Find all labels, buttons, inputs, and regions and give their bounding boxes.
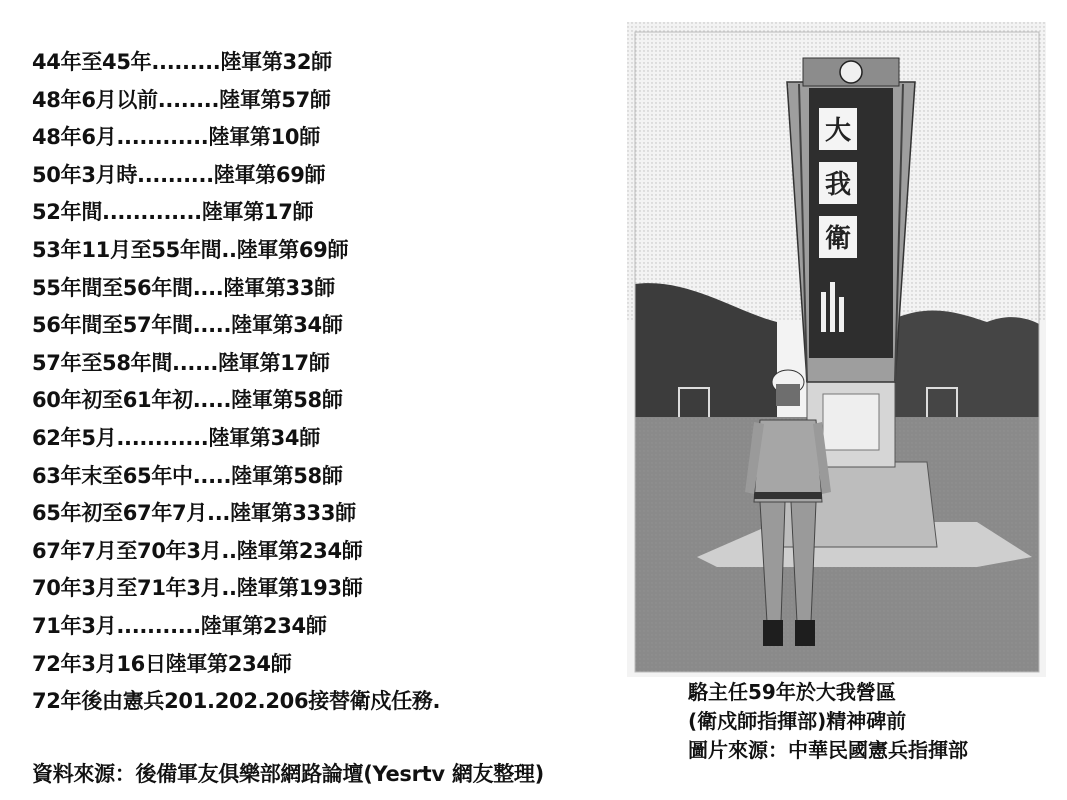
list-item: 60年初至61年初.....陸軍第58師 bbox=[32, 388, 343, 413]
list-item: 70年3月至71年3月..陸軍第193師 bbox=[32, 576, 363, 601]
caption-line: (衛戍師指揮部)精神碑前 bbox=[688, 709, 907, 733]
list-item: 72年後由憲兵201.202.206接替衛戍任務. bbox=[32, 689, 441, 714]
monument-character: 我 bbox=[824, 170, 852, 200]
caption-line: 駱主任59年於大我營區 bbox=[688, 680, 896, 704]
monument-photo bbox=[627, 22, 1046, 677]
list-item: 62年5月............陸軍第34師 bbox=[32, 425, 320, 450]
list-item: 57年至58年間......陸軍第17師 bbox=[32, 350, 330, 375]
emblem-icon bbox=[840, 61, 862, 83]
unit-history-list bbox=[32, 46, 440, 723]
list-item: 71年3月...........陸軍第234師 bbox=[32, 613, 327, 638]
list-item: 67年7月至70年3月..陸軍第234師 bbox=[32, 538, 363, 563]
list-item: 65年初至67年7月...陸軍第333師 bbox=[32, 501, 356, 526]
list-item: 72年3月16日陸軍第234師 bbox=[32, 651, 292, 676]
list-item: 44年至45年.........陸軍第32師 bbox=[32, 50, 332, 74]
caption-line: 圖片來源：中華民國憲兵指揮部 bbox=[688, 738, 968, 762]
list-item: 63年末至65年中.....陸軍第58師 bbox=[32, 463, 343, 488]
inscription-plaque bbox=[823, 394, 879, 450]
list-item: 52年間.............陸軍第17師 bbox=[32, 200, 314, 225]
hill-right bbox=[887, 310, 1039, 417]
data-source-note: 資料來源：後備軍友俱樂部網路論壇(Yesrtv 網友整理) bbox=[32, 762, 544, 786]
list-item: 55年間至56年間....陸軍第33師 bbox=[32, 275, 335, 300]
monument-character: 衛 bbox=[824, 224, 852, 254]
monument-character: 大 bbox=[824, 116, 852, 146]
list-item: 53年11月至55年間..陸軍第69師 bbox=[32, 237, 349, 262]
list-item: 56年間至57年間.....陸軍第34師 bbox=[32, 313, 343, 338]
list-item: 48年6月............陸軍第10師 bbox=[32, 125, 320, 150]
list-item: 50年3月時..........陸軍第69師 bbox=[32, 162, 326, 187]
photo-caption bbox=[688, 678, 968, 765]
list-item: 48年6月以前........陸軍第57師 bbox=[32, 87, 331, 112]
